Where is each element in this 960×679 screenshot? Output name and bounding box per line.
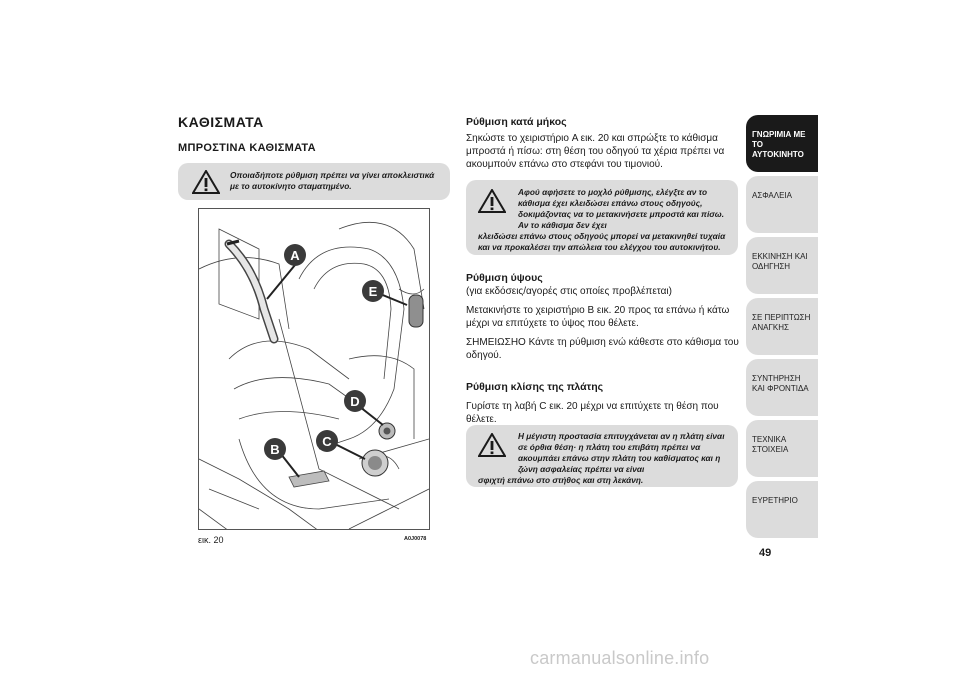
warning-text-1: Οποιαδήποτε ρύθμιση πρέπει να γίνει αποκλειστικά με το αυτοκίνητο σταματημένο. bbox=[230, 170, 435, 191]
watermark: carmanualsonline.info bbox=[530, 648, 710, 668]
warning-box-2 bbox=[466, 180, 738, 255]
section-longitudinal bbox=[466, 116, 741, 171]
figure-code: A0J0078 bbox=[404, 536, 427, 542]
heading-height: Ρύθμιση ύψους bbox=[466, 272, 543, 284]
warning-icon bbox=[192, 170, 220, 194]
figure-caption: εικ. 20 bbox=[198, 535, 224, 545]
seat-figure bbox=[198, 208, 430, 530]
section-title: ΜΠΡΟΣΤΙΝΑ ΚΑΘΙΣΜΑΤΑ bbox=[178, 142, 316, 154]
page-title: ΚΑΘΙΣΜΑΤΑ bbox=[178, 114, 264, 130]
text-height: Μετακινήστε το χειριστήριο B εικ. 20 προς τα επάνω ή κάτω μέχρι να επιτύχετε το ύψος που θέλετε. bbox=[466, 305, 730, 329]
page-number: 49 bbox=[759, 547, 772, 559]
tab-starting-driving[interactable]: ΕΚΚΙΝΗΣΗ ΚΑΙ ΟΔΗΓΗΣΗ bbox=[746, 237, 818, 294]
tab-emergency[interactable]: ΣΕ ΠΕΡΙΠΤΩΣΗ ΑΝΑΓΚΗΣ bbox=[746, 298, 818, 355]
tab-safety[interactable]: ΑΣΦΑΛΕΙΑ bbox=[746, 176, 818, 233]
warning-text-2a: Αφού αφήσετε το μοχλό ρύθμισης, ελέγξτε αν το κάθισμα έχει κλειδώσει επάνω στους οδηγούς, δοκιμάζοντας να το μετακινήσετε μπροστά και πίσω. Αν το κάθισμα δεν έχει bbox=[518, 187, 724, 230]
text-longitudinal: Σηκώστε το χειριστήριο A εικ. 20 και σπρώξτε το κάθισμα μπροστά ή πίσω: στη θέση του οδηγού τα χέρια πρέπει να ακουμπούν επάνω στο στεφάνι του τιμονιού. bbox=[466, 133, 725, 170]
label-b: B bbox=[270, 442, 280, 457]
note-seated: ΣΗΜΕΙΩΣΗΟ Κάντε τη ρύθμιση ενώ κάθεστε στο κάθισμα του οδηγού. bbox=[466, 337, 739, 361]
section-height bbox=[466, 272, 741, 362]
warning-box-3 bbox=[466, 425, 738, 487]
warning-icon bbox=[478, 433, 506, 457]
section-backrest bbox=[466, 381, 741, 426]
warning-text-3a: Η μέγιστη προστασία επιτυγχάνεται αν η πλάτη είναι σε όρθια θέση· η πλάτη του επιβάτη πρέπει να ακουμπάει επάνω στην πλάτη του καθίσματος και η ζώνη ασφαλείας πρέπει να είναι bbox=[518, 431, 725, 474]
tab-getting-to-know[interactable]: ΓΝΩΡΙΜΙΑ ΜΕ ΤΟ ΑΥΤΟΚΙΝΗΤΟ bbox=[746, 115, 818, 172]
tab-index[interactable]: ΕΥΡΕΤΗΡΙΟ bbox=[746, 481, 818, 538]
label-a: A bbox=[290, 248, 300, 263]
warning-icon bbox=[478, 189, 506, 213]
text-backrest: Γυρίστε τη λαβή C εικ. 20 μέχρι να επιτύχετε τη θέση που θέλετε. bbox=[466, 401, 719, 425]
label-e: E bbox=[368, 284, 378, 299]
heading-longitudinal: Ρύθμιση κατά μήκος bbox=[466, 116, 567, 128]
label-d: D bbox=[350, 394, 360, 409]
note-height: (για εκδόσεις/αγορές στις οποίες προβλέπεται) bbox=[466, 286, 672, 297]
warning-text-2b: κλειδώσει επάνω στους οδηγούς μπορεί να μετακινηθεί τυχαία και να προκαλέσει την απώλεια του ελέγχου του αυτοκινήτου. bbox=[478, 231, 726, 252]
heading-backrest: Ρύθμιση κλίσης της πλάτης bbox=[466, 381, 604, 393]
warning-text-3b: σφιχτή επάνω στο στήθος και στη λεκάνη. bbox=[478, 475, 644, 485]
seat-illustration bbox=[199, 209, 430, 530]
label-c: C bbox=[322, 434, 332, 449]
tab-maintenance[interactable]: ΣΥΝΤΗΡΗΣΗ ΚΑΙ ΦΡΟΝΤΙΔΑ bbox=[746, 359, 818, 416]
warning-box-1 bbox=[178, 163, 450, 200]
tab-technical[interactable]: ΤΕΧΝΙΚΑ ΣΤΟΙΧΕΙΑ bbox=[746, 420, 818, 477]
